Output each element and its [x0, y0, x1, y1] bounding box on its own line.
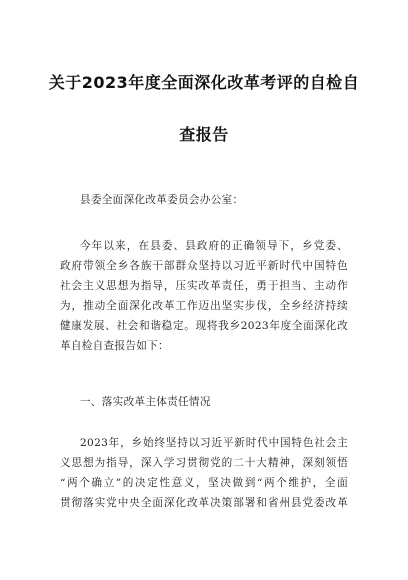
- section-1-heading: [80, 392, 368, 412]
- paragraph-2-line: 义思想为指导，深入学习贯彻党的二十大精神，深刻领悟: [60, 457, 348, 469]
- paragraph-2-line: 贯彻落实党中央全面深化改革决策部署和省州县党委改革: [60, 497, 348, 509]
- paragraph-2-line: “两个确立”的决定性意义，坚决做到“两个维护，全面: [60, 477, 348, 489]
- paragraph-1-line: 革自检自查报告如下：: [60, 340, 169, 352]
- document-title-line-2: 查报告: [179, 125, 229, 144]
- salutation-text: 县委全面深化改革委员会办公室：: [80, 194, 244, 206]
- paragraph-1: [60, 236, 348, 356]
- paragraph-1-line: 为，推动全面深化改革工作迈出坚实步伐，全乡经济持续: [60, 300, 348, 312]
- paragraph-1-line: 健康发展、社会和谐稳定。现将我乡2023年度全面深化改: [60, 320, 348, 332]
- paragraph-2: [60, 433, 348, 513]
- document-title-line-1: 关于2023年度全面深化改革考评的自检自: [48, 73, 360, 92]
- paragraph-1-line: 今年以来，在县委、县政府的正确领导下，乡党委、: [80, 240, 348, 252]
- paragraph-1-line: 政府带领全乡各族干部群众坚持以习近平新时代中国特色: [60, 260, 348, 272]
- paragraph-2-line: 2023年，乡始终坚持以习近平新时代中国特色社会主: [80, 437, 348, 449]
- section-1-heading-text: 一、落实改革主体责任情况: [80, 396, 211, 408]
- salutation: [80, 190, 368, 210]
- paragraph-1-line: 社会主义思想为指导，压实改革责任，勇于担当、主动作: [60, 280, 348, 292]
